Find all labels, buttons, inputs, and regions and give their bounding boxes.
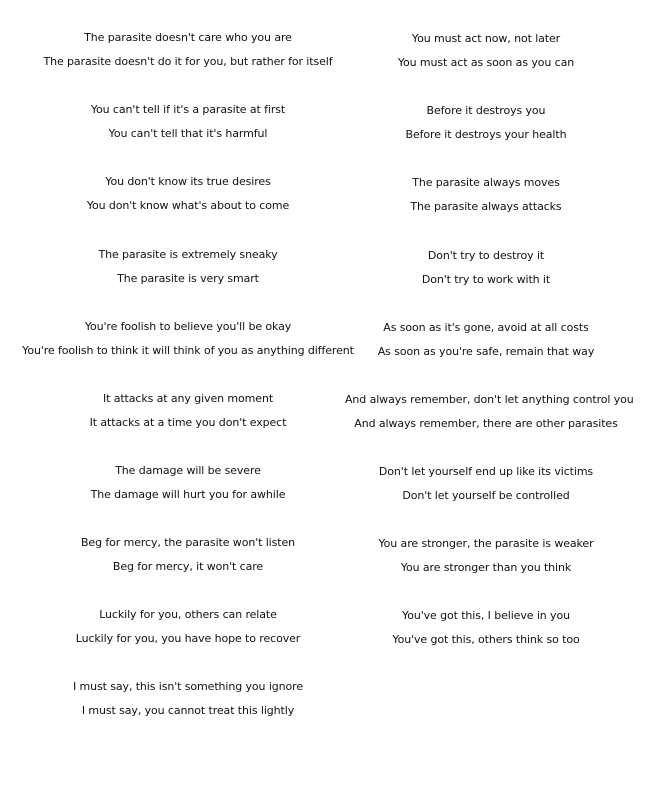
poem-line: The parasite is extremely sneaky xyxy=(98,248,278,261)
poem-line: Don't try to work with it xyxy=(421,273,551,286)
stanza xyxy=(18,464,358,501)
stanza xyxy=(345,465,627,502)
poem-line: As soon as you're safe, remain that way xyxy=(377,345,595,358)
poem-line: The damage will hurt you for awhile xyxy=(90,488,286,501)
poem-line: You must act now, not later xyxy=(411,32,561,45)
stanza xyxy=(345,609,627,646)
poem-line: The parasite doesn't care who you are xyxy=(84,31,292,44)
stanza xyxy=(18,103,358,140)
stanza xyxy=(345,537,627,574)
stanza xyxy=(345,104,627,141)
stanza xyxy=(345,321,627,358)
poem-line: Luckily for you, others can relate xyxy=(99,608,277,621)
poem-line: The parasite doesn't do it for you, but rather for itself xyxy=(43,55,333,68)
stanza xyxy=(345,393,634,430)
poem-line: You've got this, others think so too xyxy=(392,633,580,646)
left-column xyxy=(18,0,358,791)
poem-line: You can't tell that it's harmful xyxy=(108,127,268,140)
stanza xyxy=(18,536,358,573)
poem-line: You must act as soon as you can xyxy=(397,56,575,69)
stanza xyxy=(18,320,358,357)
poem-line: Beg for mercy, the parasite won't listen xyxy=(80,536,296,549)
poem-line: The damage will be severe xyxy=(115,464,261,477)
poem-line: Don't let yourself end up like its victims xyxy=(378,465,594,478)
poem-line: Before it destroys you xyxy=(426,104,546,117)
right-column xyxy=(345,0,634,791)
poem-line: You're foolish to believe you'll be okay xyxy=(84,320,292,333)
stanza xyxy=(18,175,358,212)
poem-line: You don't know what's about to come xyxy=(86,199,290,212)
poem-line: And always remember, there are other parasites xyxy=(354,417,618,430)
poem-line: The parasite is very smart xyxy=(117,272,259,285)
stanza xyxy=(18,31,358,68)
poem-line: The parasite always attacks xyxy=(410,200,562,213)
poem-line: The parasite always moves xyxy=(412,176,560,189)
stanza xyxy=(345,176,627,213)
poem-line: And always remember, don't let anything control you xyxy=(345,393,634,406)
poem-line: You don't know its true desires xyxy=(105,175,271,188)
poem-line: It attacks at a time you don't expect xyxy=(89,416,287,429)
stanza xyxy=(18,392,358,429)
stanza xyxy=(18,608,358,645)
poem-line: You are stronger than you think xyxy=(400,561,572,574)
poem-line: Don't let yourself be controlled xyxy=(402,489,570,502)
stanza xyxy=(345,249,627,286)
poem-line: Luckily for you, you have hope to recover xyxy=(75,632,301,645)
stanza xyxy=(18,680,358,717)
poem-line: Don't try to destroy it xyxy=(427,249,545,262)
poem-line: Before it destroys your health xyxy=(405,128,567,141)
poem-line: As soon as it's gone, avoid at all costs xyxy=(383,321,589,334)
poem-line: You're foolish to think it will think of you as anything different xyxy=(22,344,354,357)
poem-line: I must say, you cannot treat this lightly xyxy=(81,704,295,717)
poem-line: Beg for mercy, it won't care xyxy=(112,560,264,573)
stanza xyxy=(345,32,627,69)
poem-line: You can't tell if it's a parasite at first xyxy=(90,103,286,116)
stanza xyxy=(18,248,358,285)
poem-line: You've got this, I believe in you xyxy=(402,609,570,622)
poem-line: It attacks at any given moment xyxy=(102,392,274,405)
poem-line: I must say, this isn't something you ignore xyxy=(72,680,304,693)
poem-line: You are stronger, the parasite is weaker xyxy=(378,537,594,550)
